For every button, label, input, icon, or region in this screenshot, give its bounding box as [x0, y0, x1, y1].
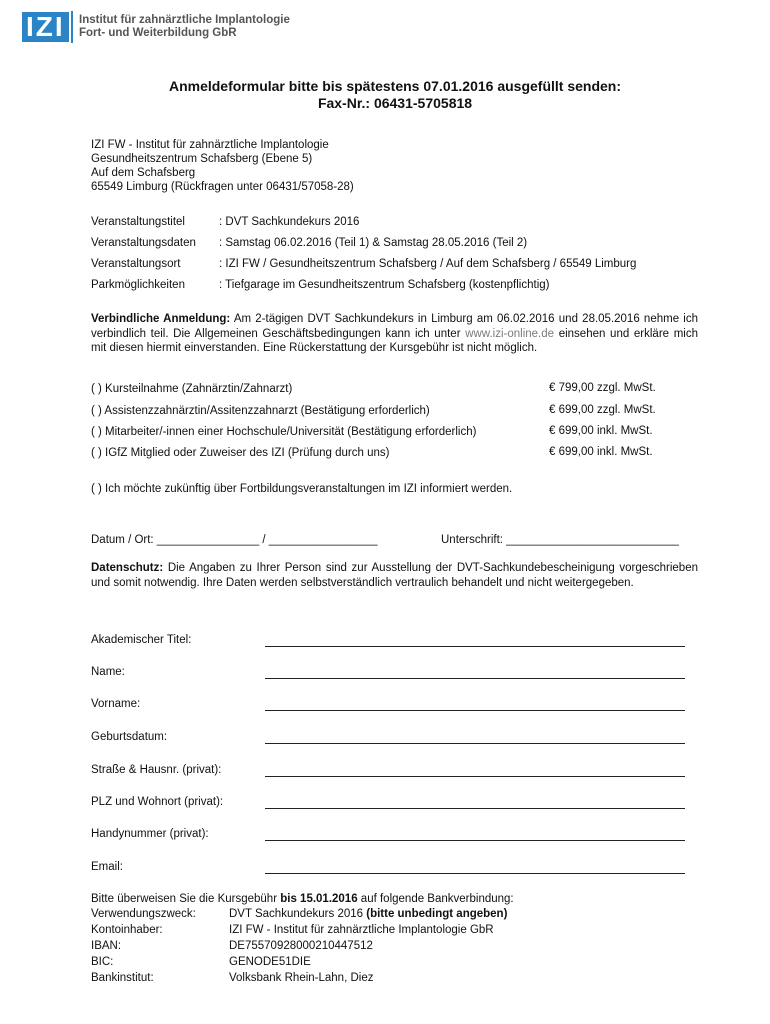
field-line-email[interactable] [265, 873, 685, 874]
field-line-mobile[interactable] [265, 840, 685, 841]
option-price: € 799,00 zzgl. MwSt. [549, 382, 656, 394]
event-info-value: : DVT Sachkundekurs 2016 [219, 216, 360, 228]
field-label-birthdate: Geburtsdatum: [91, 731, 168, 743]
event-info-label: Veranstaltungsdaten [91, 237, 196, 249]
field-label-title: Akademischer Titel: [91, 634, 192, 646]
izi-logo-mark: IZI [22, 12, 69, 42]
binding-text-2: einsehen und erkläre mich mit diesen hiermit einverstanden. Eine Rückerstattung der Kursgebühr ist nicht möglich. [91, 327, 698, 355]
option-price: € 699,00 inkl. MwSt. [549, 425, 653, 437]
form-title: Anmeldeformular bitte bis spätestens 07.01.2016 ausgefüllt senden: [168, 78, 622, 94]
field-line-firstname[interactable] [265, 710, 685, 711]
field-label-city: PLZ und Wohnort (privat): [91, 796, 224, 808]
event-info-label: Veranstaltungstitel [91, 216, 185, 228]
field-label-street: Straße & Hausnr. (privat): [91, 764, 222, 776]
option-label[interactable]: ( ) Kursteilnahme (Zahnärztin/Zahnarzt) [91, 383, 293, 395]
bank-institute-label: Bankinstitut: [91, 972, 154, 984]
purpose-text: DVT Sachkundekurs 2016 [229, 908, 367, 920]
event-info-label: Veranstaltungsort [91, 258, 181, 270]
address-line: IZI FW - Institut für zahnärztliche Implantologie [91, 139, 329, 151]
signature-field[interactable]: Unterschrift: ___________________________ [441, 534, 679, 546]
logo-text [79, 14, 290, 40]
website-link[interactable]: www.izi-online.de [465, 327, 555, 340]
field-label-email: Email: [91, 861, 123, 873]
address-line: 65549 Limburg (Rückfragen unter 06431/57058-28) [91, 181, 354, 193]
privacy-label: Datenschutz: [91, 562, 164, 574]
bank-institute-value: Volksbank Rhein-Lahn, Diez [229, 972, 374, 984]
field-line-name[interactable] [265, 678, 685, 679]
event-info-value: : Tiefgarage im Gesundheitszentrum Schafsberg (kostenpflichtig) [219, 279, 550, 291]
logo-line-2: Fort- und Weiterbildung GbR [79, 27, 237, 39]
field-line-street[interactable] [265, 776, 685, 777]
binding-text-1: Am 2-tägigen DVT Sachkundekurs in Limburg am 06.02.2016 und 28.05.2016 nehme ich verbindlich teil. Die Allgemeinen Geschäftsbedingungen kann ich unter [91, 313, 699, 340]
address-line: Auf dem Schafsberg [91, 167, 196, 179]
option-label[interactable]: ( ) Mitarbeiter/-innen einer Hochschule/Universität (Bestätigung erforderlich) [91, 426, 477, 438]
newsletter-option[interactable]: ( ) Ich möchte zukünftig über Fortbildungsveranstaltungen im IZI informiert werden. [91, 483, 513, 495]
fax-number: Fax-Nr.: 06431-5705818 [317, 95, 473, 111]
owner-value: IZI FW - Institut für zahnärztliche Implantologie GbR [229, 924, 494, 936]
field-line-city[interactable] [265, 808, 685, 809]
purpose-value [229, 908, 507, 920]
iban-value: DE75570928000210447512 [229, 940, 373, 952]
bank-intro [91, 892, 514, 906]
field-label-firstname: Vorname: [91, 698, 141, 710]
bank-intro-before: Bitte überweisen Sie die Kursgebühr [91, 893, 281, 905]
purpose-label: Verwendungszweck: [91, 908, 196, 920]
field-label-mobile: Handynummer (privat): [91, 828, 209, 840]
binding-registration-text [91, 312, 698, 356]
iban-label: IBAN: [91, 940, 122, 952]
field-line-title[interactable] [265, 646, 685, 647]
option-price: € 699,00 zzgl. MwSt. [549, 404, 656, 416]
bank-intro-deadline: bis 15.01.2016 [280, 893, 358, 905]
binding-label: Verbindliche Anmeldung: [91, 313, 231, 325]
date-place-field[interactable]: Datum / Ort: ________________ / _________________ [91, 534, 378, 546]
event-info-value: : Samstag 06.02.2016 (Teil 1) & Samstag 28.05.2016 (Teil 2) [219, 237, 528, 249]
field-line-birthdate[interactable] [265, 743, 685, 744]
field-label-name: Name: [91, 666, 125, 678]
privacy-body: Die Angaben zu Ihrer Person sind zur Ausstellung der DVT-Sachkundebescheinigung vorgeschrieben und somit notwendig. Ihre Daten werden selbstverständlich vertraulich behandelt und nicht weitergegeben. [91, 562, 698, 589]
logo-line-1: Institut für zahnärztliche Implantologie [79, 14, 290, 26]
bank-intro-after: auf folgende Bankverbindung: [357, 893, 514, 905]
option-label[interactable]: ( ) IGfZ Mitglied oder Zuweiser des IZI (Prüfung durch uns) [91, 447, 390, 459]
bic-value: GENODE51DIE [229, 956, 311, 968]
logo-divider [71, 11, 73, 43]
option-label[interactable]: ( ) Assistenzzahnärztin/Assitenzzahnarzt (Bestätigung erforderlich) [91, 405, 430, 417]
option-price: € 699,00 inkl. MwSt. [549, 446, 653, 458]
event-info-label: Parkmöglichkeiten [91, 279, 185, 291]
address-line: Gesundheitszentrum Schafsberg (Ebene 5) [91, 153, 313, 165]
privacy-text [91, 561, 698, 590]
owner-label: Kontoinhaber: [91, 924, 163, 936]
bic-label: BIC: [91, 956, 114, 968]
purpose-note: (bitte unbedingt angeben) [366, 908, 508, 920]
event-info-value: : IZI FW / Gesundheitszentrum Schafsberg / Auf dem Schafsberg / 65549 Limburg [219, 258, 637, 270]
